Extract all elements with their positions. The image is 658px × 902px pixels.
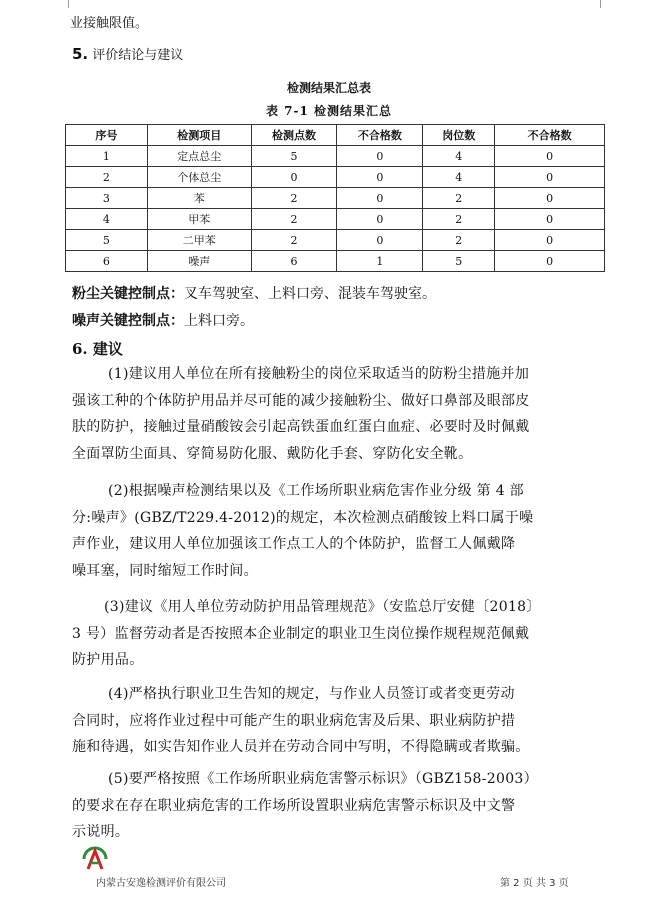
company-logo-icon [80,845,110,877]
header-cell: 检测点数 [251,125,337,146]
section-6-title: 建议 [92,340,123,358]
table-cell: 0 [495,230,605,251]
table-row [66,167,605,188]
header-cell: 序号 [66,125,148,146]
section-5-title: 评价结论与建议 [92,48,184,63]
table-cell: 6 [66,251,148,272]
table-cell: 定点总尘 [147,146,251,167]
table-cell: 2 [251,188,337,209]
table-cell: 0 [337,230,423,251]
table-cell: 0 [495,146,605,167]
noise-key-text: 上料口旁。 [184,313,254,329]
table-cell: 2 [423,209,495,230]
table-row [66,251,605,272]
table-cell: 4 [423,167,495,188]
section-6-heading [72,338,123,359]
table-cell: 二甲苯 [147,230,251,251]
suggestion-1: (1)建议用人单位在所有接触粉尘的岗位采取适当的防粉尘措施并加 强该工种的个体防护用品并尽可能的减少接触粉尘、做好口鼻部及眼部皮 肤的防护，接触过量硝酸铵会引起高铁蛋血红蛋白血症、必要时及时佩戴 全面罩防尘面具、穿简易防化服、戴防化手套、穿防化安全靴。 [72,366,530,462]
table-cell: 4 [423,146,495,167]
footer-page-number: 第 2 页 共 3 页 [500,878,569,889]
margin-corner-mark-left [58,0,69,8]
section-6-number: 6. [72,340,88,358]
table-row [66,146,605,167]
suggestion-4: (4)严格执行职业卫生告知的规定，与作业人员签订或者变更劳动 合同时，应将作业过程中可能产生的职业病危害及后果、职业病防护措 施和待遇，如实告知作业人员并在劳动合同中写明，不得隐瞒或者欺骗。 [72,686,530,755]
table-row [66,188,605,209]
table-cell: 个体总尘 [147,167,251,188]
table-cell: 2 [251,209,337,230]
margin-corner-mark-right [600,0,611,8]
table-cell: 3 [66,188,148,209]
table-cell: 2 [66,167,148,188]
dust-key-text: 叉车驾驶室、上料口旁、混装车驾驶室。 [184,286,436,302]
dust-key-label: 粉尘关键控制点： [72,286,184,302]
suggestion-3: (3)建议《用人单位劳动防护用品管理规范》（安监总厅安健〔2018〕 3 号）监督劳动者是否按照本企业制定的职业卫生岗位操作规程规范佩戴 防护用品。 [72,599,541,668]
table-cell: 甲苯 [147,209,251,230]
table-cell: 0 [337,209,423,230]
table-cell: 0 [251,167,337,188]
table-cell: 5 [423,251,495,272]
table-cell: 0 [337,167,423,188]
table-cell: 4 [66,209,148,230]
table-cell: 5 [251,146,337,167]
noise-key-control-points [72,310,254,330]
table-cell: 0 [495,188,605,209]
header-cell: 岗位数 [423,125,495,146]
table-cell: 0 [495,167,605,188]
header-cell: 检测项目 [147,125,251,146]
table-cell: 1 [337,251,423,272]
table-cell: 噪声 [147,251,251,272]
suggestion-2: (2)根据噪声检测结果以及《工作场所职业病危害作业分级 第 4 部 分:噪声》(GBZ/T229.4-2012)的规定，本次检测点硝酸铵上料口属于噪 声作业，建议用人单位加强该工作点工人的个体防护，监督工人佩戴降 噪耳塞，同时缩短工作时间。 [72,483,534,579]
suggestion-5: (5)要严格按照《工作场所职业病危害警示标识》（GBZ158-2003） 的要求在存在职业病危害的工作场所设置职业病危害警示标识及中文警 示说明。 [72,771,538,840]
table-header-row [66,125,605,146]
table-cell: 0 [495,209,605,230]
table-row [66,209,605,230]
section-5-heading [72,44,183,63]
table-cell: 2 [251,230,337,251]
dust-key-control-points [72,283,436,303]
table-caption: 表 7-1 检测结果汇总 [265,104,393,118]
section-5-number: 5. [72,45,89,63]
intro-tail-text: 业接触限值。 [70,16,149,31]
table-cell: 1 [66,146,148,167]
table-cell: 0 [337,188,423,209]
noise-key-label: 噪声关键控制点： [72,313,184,329]
table-row [66,230,605,251]
footer-company: 内蒙古安逸检测评价有限公司 [96,878,226,889]
header-cell: 不合格数 [337,125,423,146]
table-title: 检测结果汇总表 [286,81,371,95]
table-cell: 2 [423,188,495,209]
table-cell: 5 [66,230,148,251]
table-cell: 2 [423,230,495,251]
table-cell: 0 [337,146,423,167]
table-cell: 苯 [147,188,251,209]
header-cell: 不合格数 [495,125,605,146]
table-cell: 6 [251,251,337,272]
results-summary-table [65,124,605,272]
table-cell: 0 [495,251,605,272]
